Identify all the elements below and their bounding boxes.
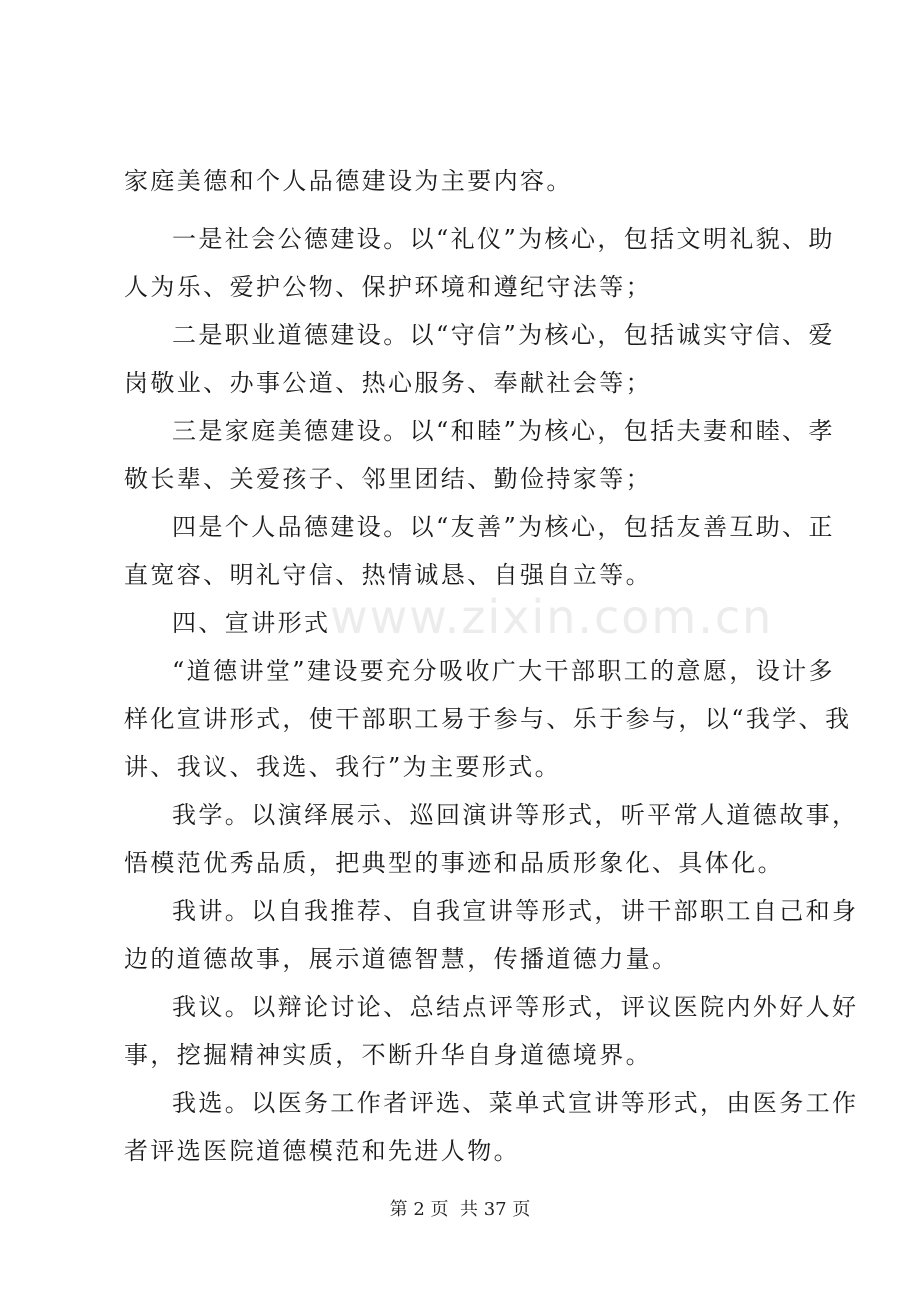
text-line: 悟模范优秀品质，把典型的事迹和品质形象化、具体化。	[124, 849, 784, 877]
text-line: 者评选医院道德模范和先进人物。	[124, 1137, 520, 1165]
text-line: 我议。以辩论讨论、总结点评等形式，评议医院内外好人好	[172, 993, 859, 1021]
text-line: 我学。以演绎展示、巡回演讲等形式，听平常人道德故事，	[172, 801, 859, 829]
text-line: 岗敬业、办事公道、热心服务、奉献社会等；	[124, 369, 652, 397]
watermark: www.zixin.com.cn	[330, 590, 774, 644]
text-line: 我选。以医务工作者评选、菜单式宣讲等形式，由医务工作	[172, 1089, 859, 1117]
text-line: 二是职业道德建设。以“守信”为核心，包括诚实守信、爱	[172, 321, 835, 349]
section-heading: 四、宣讲形式	[172, 609, 331, 637]
text-line: 样化宣讲形式，使干部职工易于参与、乐于参与，以“我学、我	[124, 705, 852, 733]
text-line: 四是个人品德建设。以“友善”为核心，包括友善互助、正	[172, 513, 835, 541]
text-line: 事，挖掘精神实质，不断升华自身道德境界。	[124, 1041, 652, 1069]
page-number-footer: 第 2 页 共 37 页	[389, 1199, 531, 1220]
text-line: 敬长辈、关爱孩子、邻里团结、勤俭持家等；	[124, 465, 652, 493]
text-line: 讲、我议、我选、我行”为主要形式。	[124, 753, 562, 781]
text-line: 我讲。以自我推荐、自我宣讲等形式，讲干部职工自己和身	[172, 897, 859, 925]
text-line: 一是社会公德建设。以“礼仪”为核心，包括文明礼貌、助	[172, 225, 835, 253]
text-line: 人为乐、爱护公物、保护环境和遵纪守法等；	[124, 273, 652, 301]
text-line: 边的道德故事，展示道德智慧，传播道德力量。	[124, 945, 679, 973]
text-line: 直宽容、明礼守信、热情诚恳、自强自立等。	[124, 561, 652, 589]
text-line: “道德讲堂”建设要充分吸收广大干部职工的意愿，设计多	[172, 657, 835, 685]
text-line: 三是家庭美德建设。以“和睦”为核心，包括夫妻和睦、孝	[172, 417, 835, 445]
text-line: 家庭美德和个人品德建设为主要内容。	[124, 167, 573, 195]
